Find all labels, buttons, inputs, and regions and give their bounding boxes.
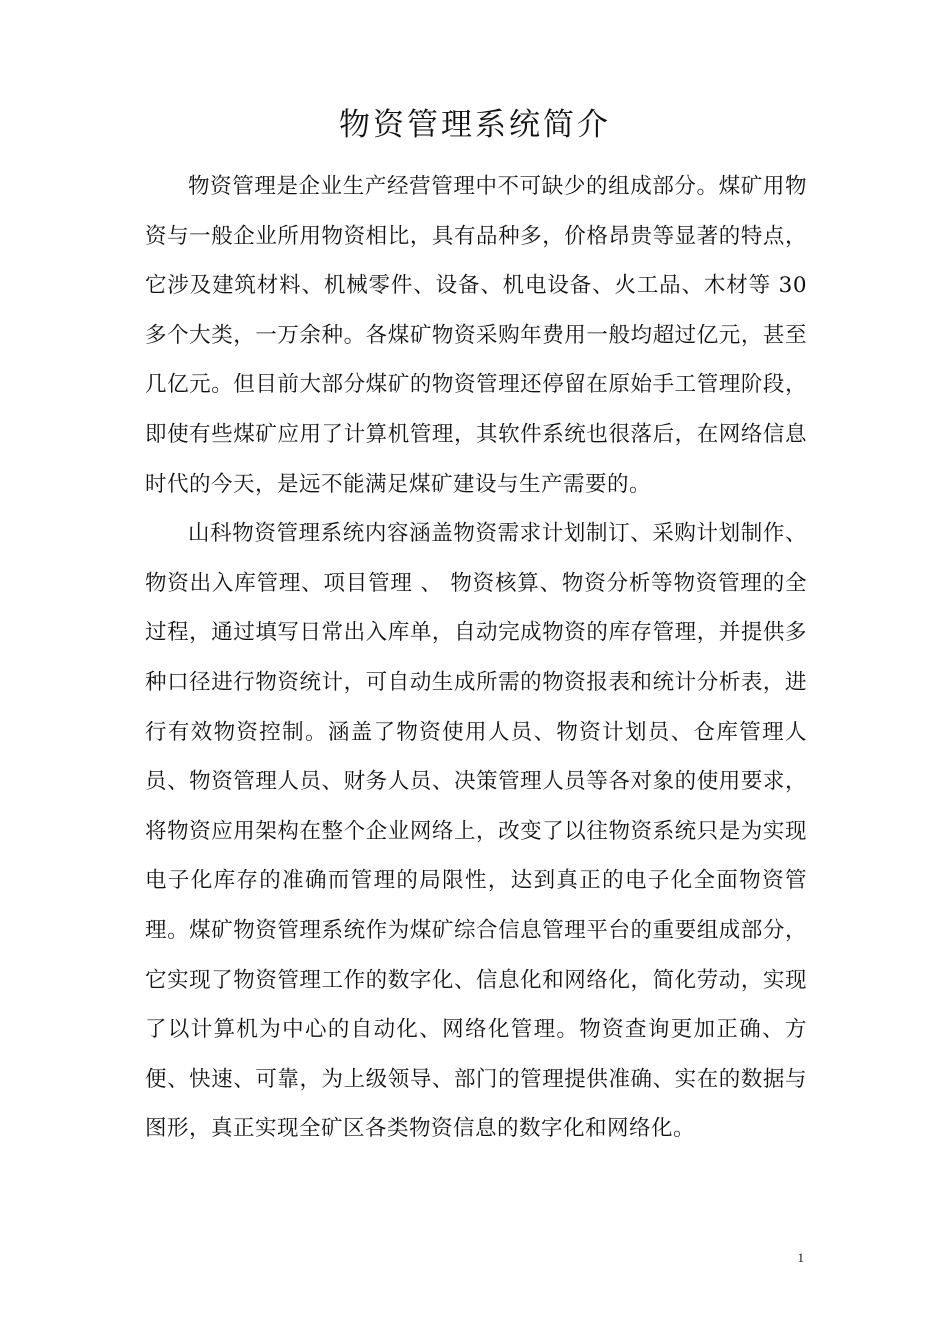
paragraph-system-description: 山科物资管理系统内容涵盖物资需求计划制订、采购计划制作、物资出入库管理、项目管理 、 物资核算、物资分析等物资管理的全过程，通过填写日常出入库单，自动完成物资的库存管理，并提供多种口径进行物资统计，可自动生成所需的物资报表和统计分析表，进行有效物资控制。涵盖了物资使用人员、物资计划员、仓库管理人员、物资管理人员、财务人员、决策管理人员等各对象的使用要求，将物资应用架构在整个企业网络上，改变了以往物资系统只是为实现电子化库存的准确而管理的局限性，达到真正的电子化全面物资管理。煤矿物资管理系统作为煤矿综合信息管理平台的重要组成部分，它实现了物资管理工作的数字化、信息化和网络化，简化劳动，实现了以计算机为中心的自动化、网络化管理。物资查询更加正确、方便、快速、可靠，为上级领导、部门的管理提供准确、实在的数据与图形，真正实现全矿区各类物资信息的数字化和网络化。 (145, 521, 807, 1142)
page-number: 1 (797, 1250, 804, 1265)
paragraph-intro: 物资管理是企业生产经营管理中不可缺少的组成部分。煤矿用物资与一般企业所用物资相比，具有品种多，价格昂贵等显著的特点，它涉及建筑材料、机械零件、设备、机电设备、火工品、木材等 30多个大类，一万余种。各煤矿物资采购年费用一般均超过亿元，甚至几亿元。但目前大部分煤矿的物资管理还停留在原始手工管理阶段，即使有些煤矿应用了计算机管理，其软件系统也很落后，在网络信息时代的今天，是远不能满足煤矿建设与生产需要的。 (145, 174, 807, 497)
document-body (145, 162, 807, 1154)
document-title: 物资管理系统简介 (339, 107, 611, 143)
